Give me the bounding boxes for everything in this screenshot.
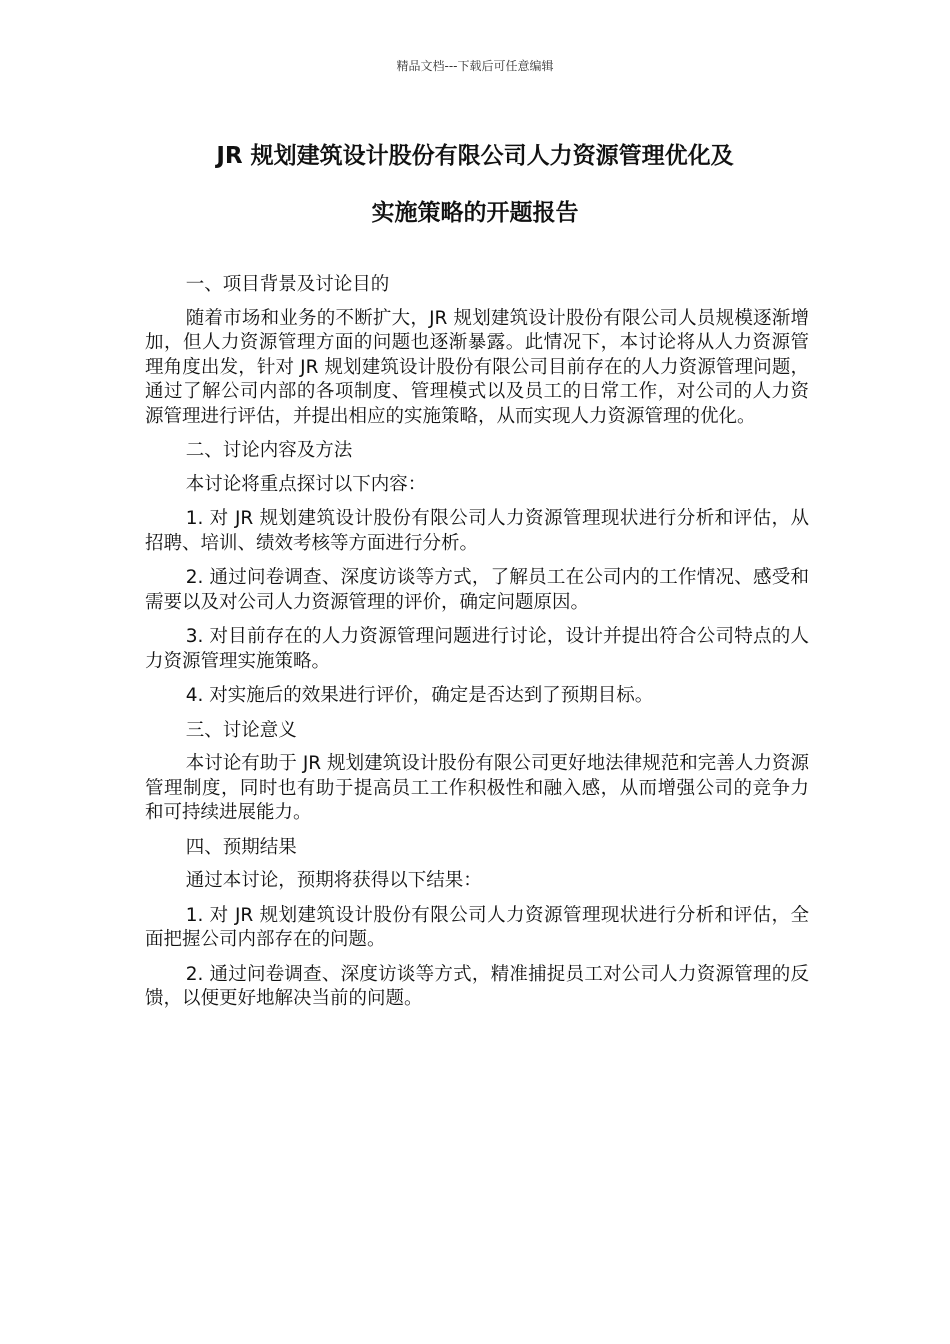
list-item-content-3: 3. 对目前存在的人力资源管理问题进行讨论，设计并提出符合公司特点的人力资源管理实施策略。	[145, 626, 809, 672]
list-item-content-4: 4. 对实施后的效果进行评价，确定是否达到了预期目标。	[185, 685, 654, 706]
list-item-result-2: 2. 通过问卷调查、深度访谈等方式，精准捕捉员工对公司人力资源管理的反馈，以便更好地解决当前的问题。	[145, 963, 809, 1009]
list-item-content-2: 2. 通过问卷调查、深度访谈等方式，了解员工在公司内的工作情况、感受和需要以及对公司人力资源管理的评价，确定问题原因。	[145, 567, 809, 613]
document-title-line-2: 实施策略的开题报告	[371, 200, 579, 226]
section-heading-content-methods: 二、讨论内容及方法	[185, 440, 353, 461]
document-body	[145, 273, 809, 1022]
paragraph-background: 随着市场和业务的不断扩大，JR 规划建筑设计股份有限公司人员规模逐渐增加，但人力资源管理方面的问题也逐渐暴露。此情况下，本讨论将从人力资源管理角度出发，针对 JR 规划建筑设计股份有限公司目前存在的人力资源管理问题，通过了解公司内部的各项制度、管理模式以及员工的日常工作，对公司的人力资源管理进行评估，并提出相应的实施策略，从而实现人力资源管理的优化。	[145, 307, 809, 427]
section-heading-expected-results: 四、预期结果	[185, 836, 297, 858]
list-item-content-1: 1. 对 JR 规划建筑设计股份有限公司人力资源管理现状进行分析和评估，从招聘、培训、绩效考核等方面进行分析。	[145, 508, 809, 554]
paragraph-significance: 本讨论有助于 JR 规划建筑设计股份有限公司更好地法律规范和完善人力资源管理制度，同时也有助于提高员工工作积极性和融入感，从而增强公司的竞争力和可持续进展能力。	[145, 753, 809, 823]
list-item-result-1: 1. 对 JR 规划建筑设计股份有限公司人力资源管理现状进行分析和评估，全面把握公司内部存在的问题。	[145, 904, 809, 950]
section-heading-background: 一、项目背景及讨论目的	[185, 274, 390, 295]
section-heading-significance: 三、讨论意义	[185, 719, 297, 741]
document-title-line-1: JR 规划建筑设计股份有限公司人力资源管理优化及	[216, 143, 734, 169]
paragraph-intro-results: 通过本讨论，预期将获得以下结果：	[185, 870, 482, 891]
paragraph-intro-content: 本讨论将重点探讨以下内容：	[185, 473, 427, 495]
header-note: 精品文档---下载后可任意编辑	[396, 59, 554, 73]
